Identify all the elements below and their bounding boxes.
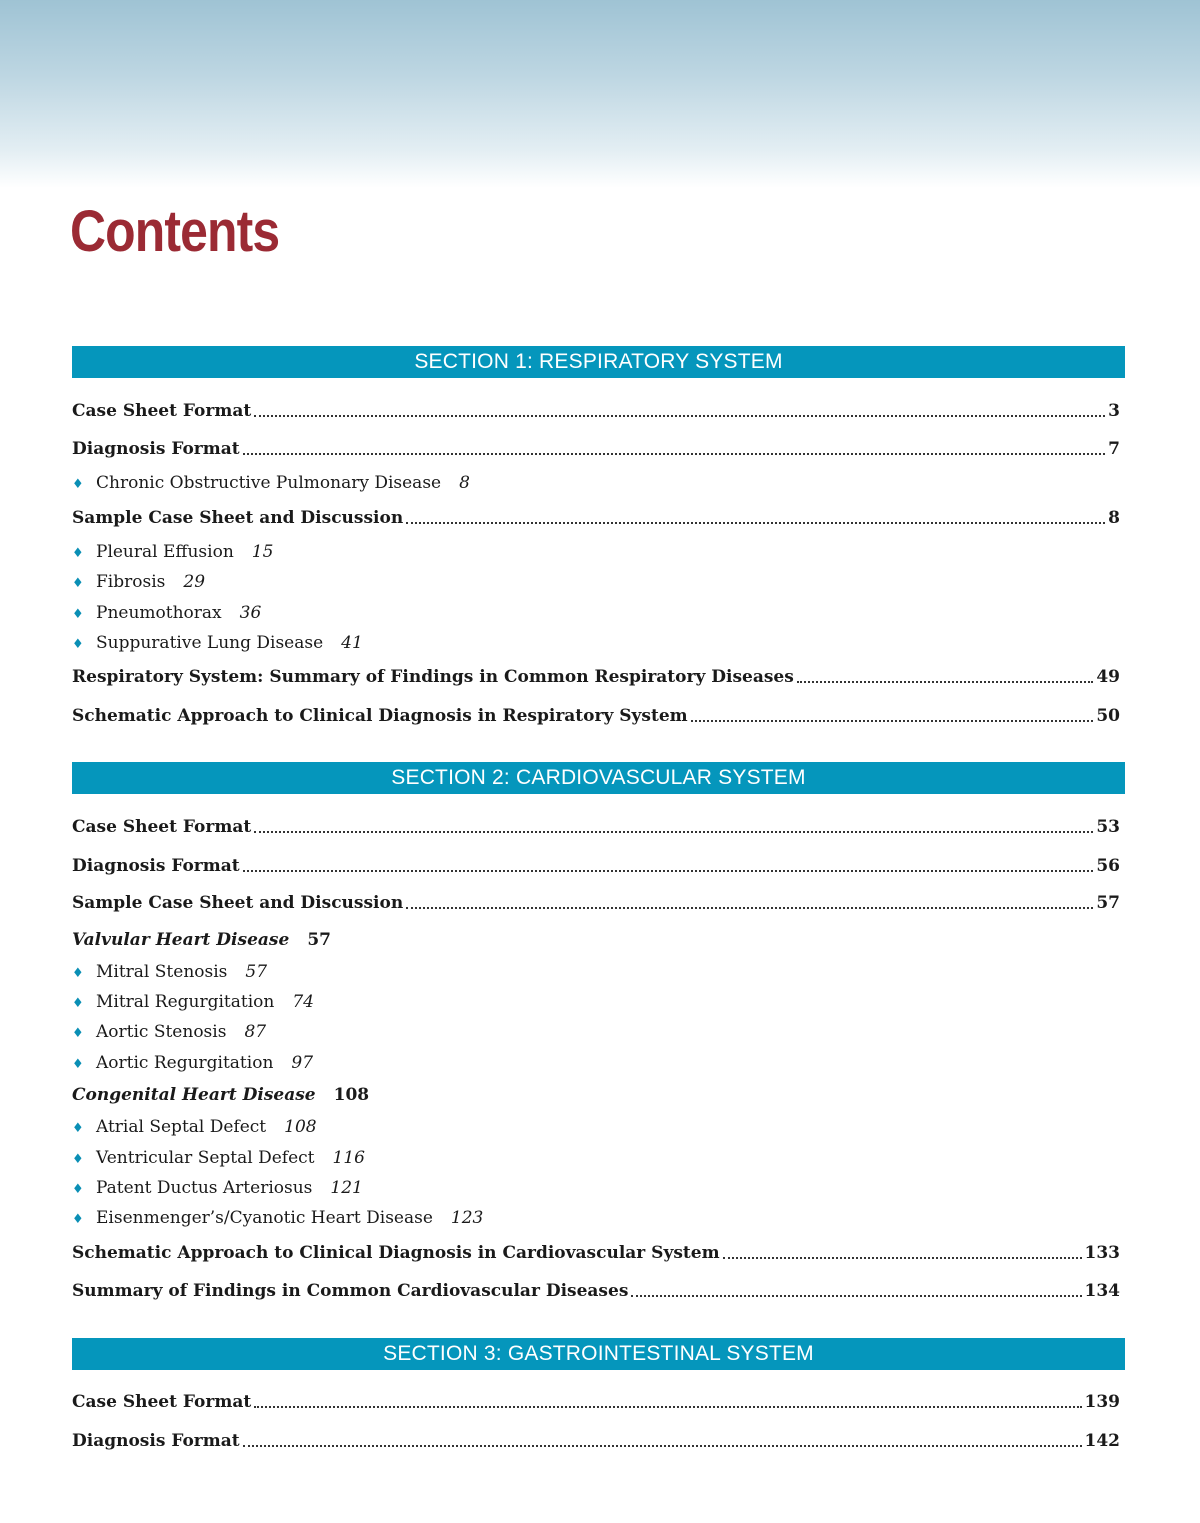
toc-subentry[interactable]: [72, 470, 470, 496]
toc-entry[interactable]: [72, 436, 1120, 462]
toc-entry-title: Schematic Approach to Clinical Diagnosis in Respiratory System: [72, 706, 688, 726]
toc-subentry-page: 108: [284, 1117, 317, 1137]
toc-subentry[interactable]: [72, 630, 363, 656]
toc-subentry[interactable]: [72, 1019, 266, 1045]
toc-entry-title: Summary of Findings in Common Cardiovascular Diseases: [72, 1281, 629, 1301]
toc-entry-title: Diagnosis Format: [72, 856, 240, 876]
toc-group-page: 108: [333, 1085, 370, 1105]
header-gradient-band: [0, 0, 1200, 188]
toc-entry[interactable]: [72, 1428, 1120, 1454]
toc-subentry[interactable]: [72, 1145, 365, 1171]
toc-entry[interactable]: [72, 703, 1120, 729]
toc-subentry[interactable]: [72, 1175, 363, 1201]
dot-leader: [254, 1405, 1081, 1408]
dot-leader: [406, 521, 1105, 524]
toc-group-heading[interactable]: [72, 1082, 369, 1108]
toc-subentry-page: 41: [341, 633, 363, 653]
toc-entry-title: Sample Case Sheet and Discussion: [72, 508, 404, 528]
toc-subentry[interactable]: [72, 569, 205, 595]
toc-subentry-title: Fibrosis: [96, 572, 166, 592]
toc-entry[interactable]: [72, 1278, 1120, 1304]
diamond-icon: ♦: [72, 1152, 84, 1167]
toc-subentry[interactable]: [72, 989, 314, 1015]
dot-leader: [723, 1256, 1082, 1259]
toc-entry[interactable]: [72, 398, 1120, 424]
toc-subentry-title: Mitral Stenosis: [96, 962, 228, 982]
diamond-icon: ♦: [72, 607, 84, 622]
toc-group-heading[interactable]: [72, 927, 331, 953]
toc-subentry-title: Aortic Regurgitation: [96, 1053, 274, 1073]
toc-subentry-page: 29: [183, 572, 206, 592]
toc-subentry-page: 87: [244, 1022, 267, 1042]
diamond-icon: ♦: [72, 1026, 84, 1041]
toc-entry-page: 142: [1084, 1431, 1120, 1451]
toc-entry-page: 53: [1096, 817, 1120, 837]
dot-leader: [797, 680, 1094, 683]
toc-subentry-title: Pneumothorax: [96, 603, 222, 623]
dot-leader: [631, 1294, 1081, 1297]
diamond-icon: ♦: [72, 1057, 84, 1072]
toc-subentry-page: 36: [239, 603, 262, 623]
toc-group-page: 57: [307, 930, 331, 950]
toc-subentry-page: 97: [291, 1053, 314, 1073]
section-heading-gastrointestinal: SECTION 3: GASTROINTESTINAL SYSTEM: [72, 1338, 1125, 1370]
toc-entry[interactable]: [72, 505, 1120, 531]
toc-subentry[interactable]: [72, 600, 261, 626]
toc-subentry[interactable]: [72, 959, 267, 985]
toc-subentry-title: Suppurative Lung Disease: [96, 633, 324, 653]
toc-entry-title: Case Sheet Format: [72, 1392, 252, 1412]
toc-subentry-title: Chronic Obstructive Pulmonary Disease: [96, 473, 442, 493]
toc-subentry-title: Atrial Septal Defect: [96, 1117, 267, 1137]
toc-entry-page: 139: [1084, 1392, 1120, 1412]
toc-entry[interactable]: [72, 814, 1120, 840]
toc-subentry[interactable]: [72, 1114, 317, 1140]
section-heading-respiratory: SECTION 1: RESPIRATORY SYSTEM: [72, 346, 1125, 378]
toc-subentry-title: Aortic Stenosis: [96, 1022, 227, 1042]
diamond-icon: ♦: [72, 1182, 84, 1197]
toc-subentry-page: 15: [251, 542, 274, 562]
toc-entry-page: 3: [1108, 401, 1120, 421]
diamond-icon: ♦: [72, 996, 84, 1011]
toc-subentry-title: Ventricular Septal Defect: [96, 1148, 315, 1168]
toc-entry[interactable]: [72, 1389, 1120, 1415]
toc-subentry-title: Pleural Effusion: [96, 542, 234, 562]
toc-subentry[interactable]: [72, 539, 273, 565]
section-heading-cardiovascular: SECTION 2: CARDIOVASCULAR SYSTEM: [72, 762, 1125, 794]
toc-entry-page: 133: [1084, 1243, 1120, 1263]
toc-subentry-title: Patent Ductus Arteriosus: [96, 1178, 313, 1198]
toc-entry-title: Respiratory System: Summary of Findings in Common Respiratory Diseases: [72, 667, 794, 687]
diamond-icon: ♦: [72, 966, 84, 981]
toc-entry[interactable]: [72, 1240, 1120, 1266]
diamond-icon: ♦: [72, 1121, 84, 1136]
toc-entry-page: 56: [1096, 856, 1120, 876]
toc-entry-title: Diagnosis Format: [72, 1431, 240, 1451]
toc-entry[interactable]: [72, 853, 1120, 879]
toc-subentry-page: 57: [245, 962, 268, 982]
toc-entry-page: 57: [1096, 893, 1120, 913]
diamond-icon: ♦: [72, 546, 84, 561]
toc-subentry-page: 74: [292, 992, 314, 1012]
toc-entry-title: Case Sheet Format: [72, 401, 252, 421]
toc-entry[interactable]: [72, 664, 1120, 690]
toc-subentry-title: Mitral Regurgitation: [96, 992, 275, 1012]
toc-subentry-page: 116: [332, 1148, 365, 1168]
dot-leader: [254, 414, 1105, 417]
dot-leader: [243, 452, 1106, 455]
toc-group-title: Valvular Heart Disease: [72, 930, 290, 950]
toc-subentry[interactable]: [72, 1050, 313, 1076]
toc-entry-page: 49: [1096, 667, 1120, 687]
toc-entry-title: Sample Case Sheet and Discussion: [72, 893, 404, 913]
page-title: Contents: [70, 199, 280, 264]
toc-entry-page: 134: [1084, 1281, 1120, 1301]
toc-subentry-page: 121: [330, 1178, 363, 1198]
diamond-icon: ♦: [72, 637, 84, 652]
dot-leader: [691, 719, 1094, 722]
diamond-icon: ♦: [72, 477, 84, 492]
dot-leader: [406, 906, 1093, 909]
diamond-icon: ♦: [72, 1212, 84, 1227]
toc-subentry-title: Eisenmenger’s/Cyanotic Heart Disease: [96, 1208, 433, 1228]
toc-group-title: Congenital Heart Disease: [72, 1085, 316, 1105]
toc-entry-page: 7: [1108, 439, 1120, 459]
dot-leader: [243, 869, 1094, 872]
toc-subentry-page: 8: [459, 473, 470, 493]
toc-entry[interactable]: [72, 890, 1120, 916]
toc-entry-page: 8: [1108, 508, 1120, 528]
toc-entry-title: Case Sheet Format: [72, 817, 252, 837]
toc-subentry-page: 123: [450, 1208, 484, 1228]
diamond-icon: ♦: [72, 576, 84, 591]
dot-leader: [243, 1444, 1082, 1447]
toc-subentry[interactable]: [72, 1205, 483, 1231]
toc-entry-title: Schematic Approach to Clinical Diagnosis in Cardiovascular System: [72, 1243, 720, 1263]
toc-entry-page: 50: [1096, 706, 1120, 726]
dot-leader: [254, 830, 1093, 833]
toc-entry-title: Diagnosis Format: [72, 439, 240, 459]
